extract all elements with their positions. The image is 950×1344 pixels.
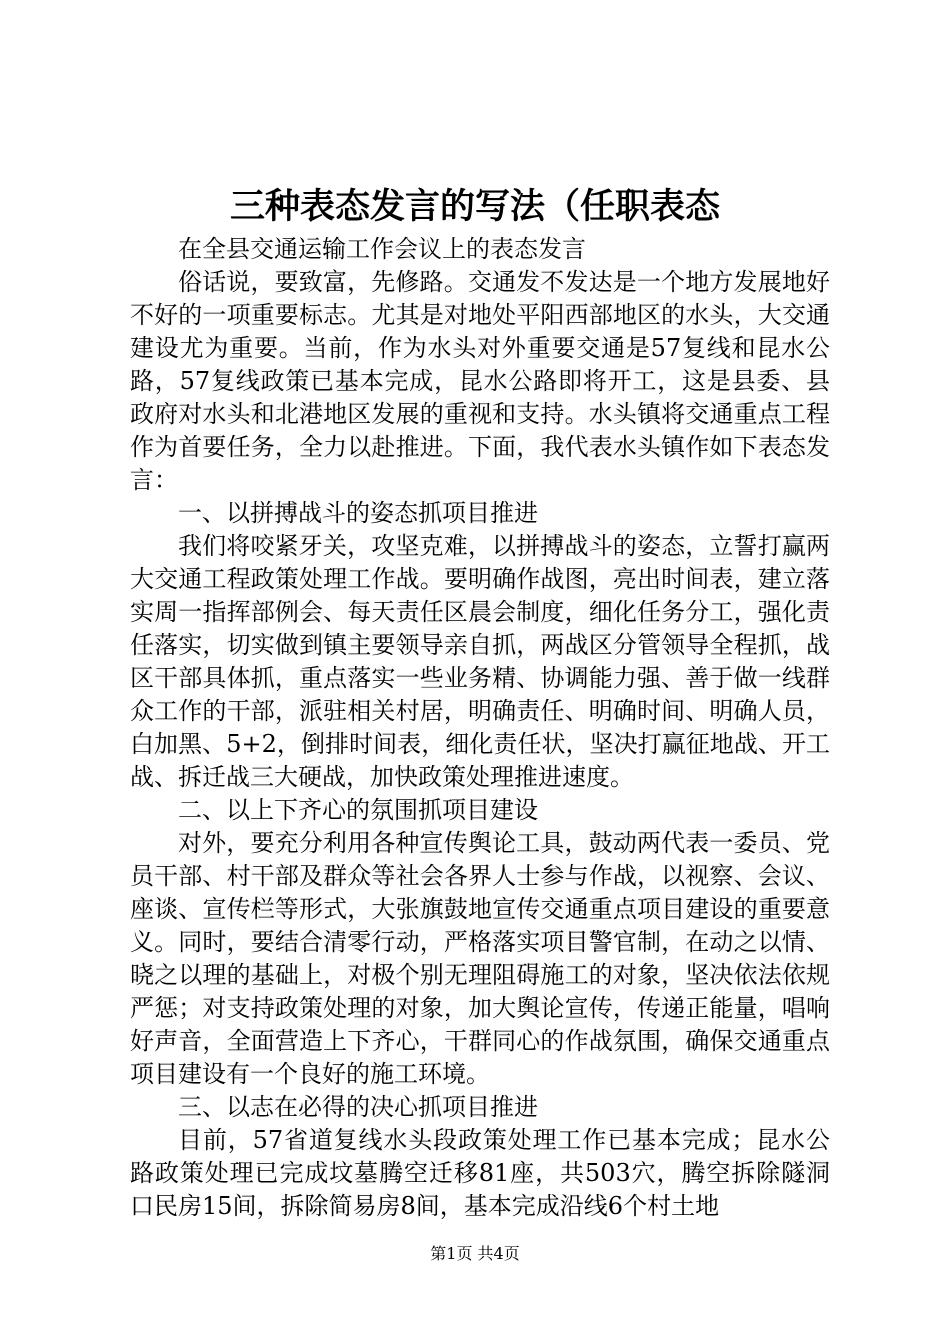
document-body [130, 233, 830, 1223]
paragraph-section-1: 我们将咬紧牙关，攻坚克难，以拼搏战斗的姿态，立誓打赢两大交通工程政策处理工作战。要明确作战图，亮出时间表，建立落实周一指挥部例会、每天责任区晨会制度，细化任务分工，强化责任落实，切实做到镇主要领导亲自抓，两战区分管领导全程抓，战区干部具体抓，重点落实一些业务精、协调能力强、善于做一线群众工作的干部，派驻相关村居，明确责任、明确时间、明确人员，白加黑、5+2，倒排时间表，细化责任状，坚决打赢征地战、开工战、拆迁战三大硬战，加快政策处理推进速度。 [130, 532, 830, 791]
paragraph-intro: 俗话说，要致富，先修路。交通发不发达是一个地方发展地好不好的一项重要标志。尤其是对地处平阳西部地区的水头，大交通建设尤为重要。当前，作为水头对外重要交通是57复线和昆水公路，57复线政策已基本完成，昆水公路即将开工，这是县委、县政府对水头和北港地区发展的重视和支持。水头镇将交通重点工程作为首要任务，全力以赴推进。下面，我代表水头镇作如下表态发言： [130, 268, 830, 494]
paragraph-section-2: 对外，要充分利用各种宣传舆论工具，鼓动两代表一委员、党员干部、村干部及群众等社会各界人士参与作战，以视察、会议、座谈、宣传栏等形式，大张旗鼓地宣传交通重点项目建设的重要意义。同时，要结合清零行动，严格落实项目警官制，在动之以情、晓之以理的基础上，对极个别无理阻碍施工的对象，坚决依法依规严惩；对支持政策处理的对象，加大舆论宣传，传递正能量，唱响好声音，全面营造上下齐心，干群同心的作战氛围，确保交通重点项目建设有一个良好的施工环境。 [130, 829, 830, 1088]
page-number-footer: 第1页 共4页 [430, 1244, 520, 1263]
paragraph-section-3: 目前，57省道复线水头段政策处理工作已基本完成；昆水公路政策处理已完成坟墓腾空迁移81座，共503穴，腾空拆除隧洞口民房15间，拆除简易房8间，基本完成沿线6个村土地 [130, 1126, 830, 1220]
document-title: 三种表态发言的写法（任职表态 [229, 186, 720, 227]
section-heading-1: 一、以拼搏战斗的姿态抓项目推进 [178, 499, 538, 527]
section-heading-2: 二、以上下齐心的氛围抓项目建设 [178, 796, 538, 824]
document-subtitle: 在全县交通运输工作会议上的表态发言 [178, 235, 586, 263]
section-heading-3: 三、以志在必得的决心抓项目推进 [178, 1093, 538, 1121]
